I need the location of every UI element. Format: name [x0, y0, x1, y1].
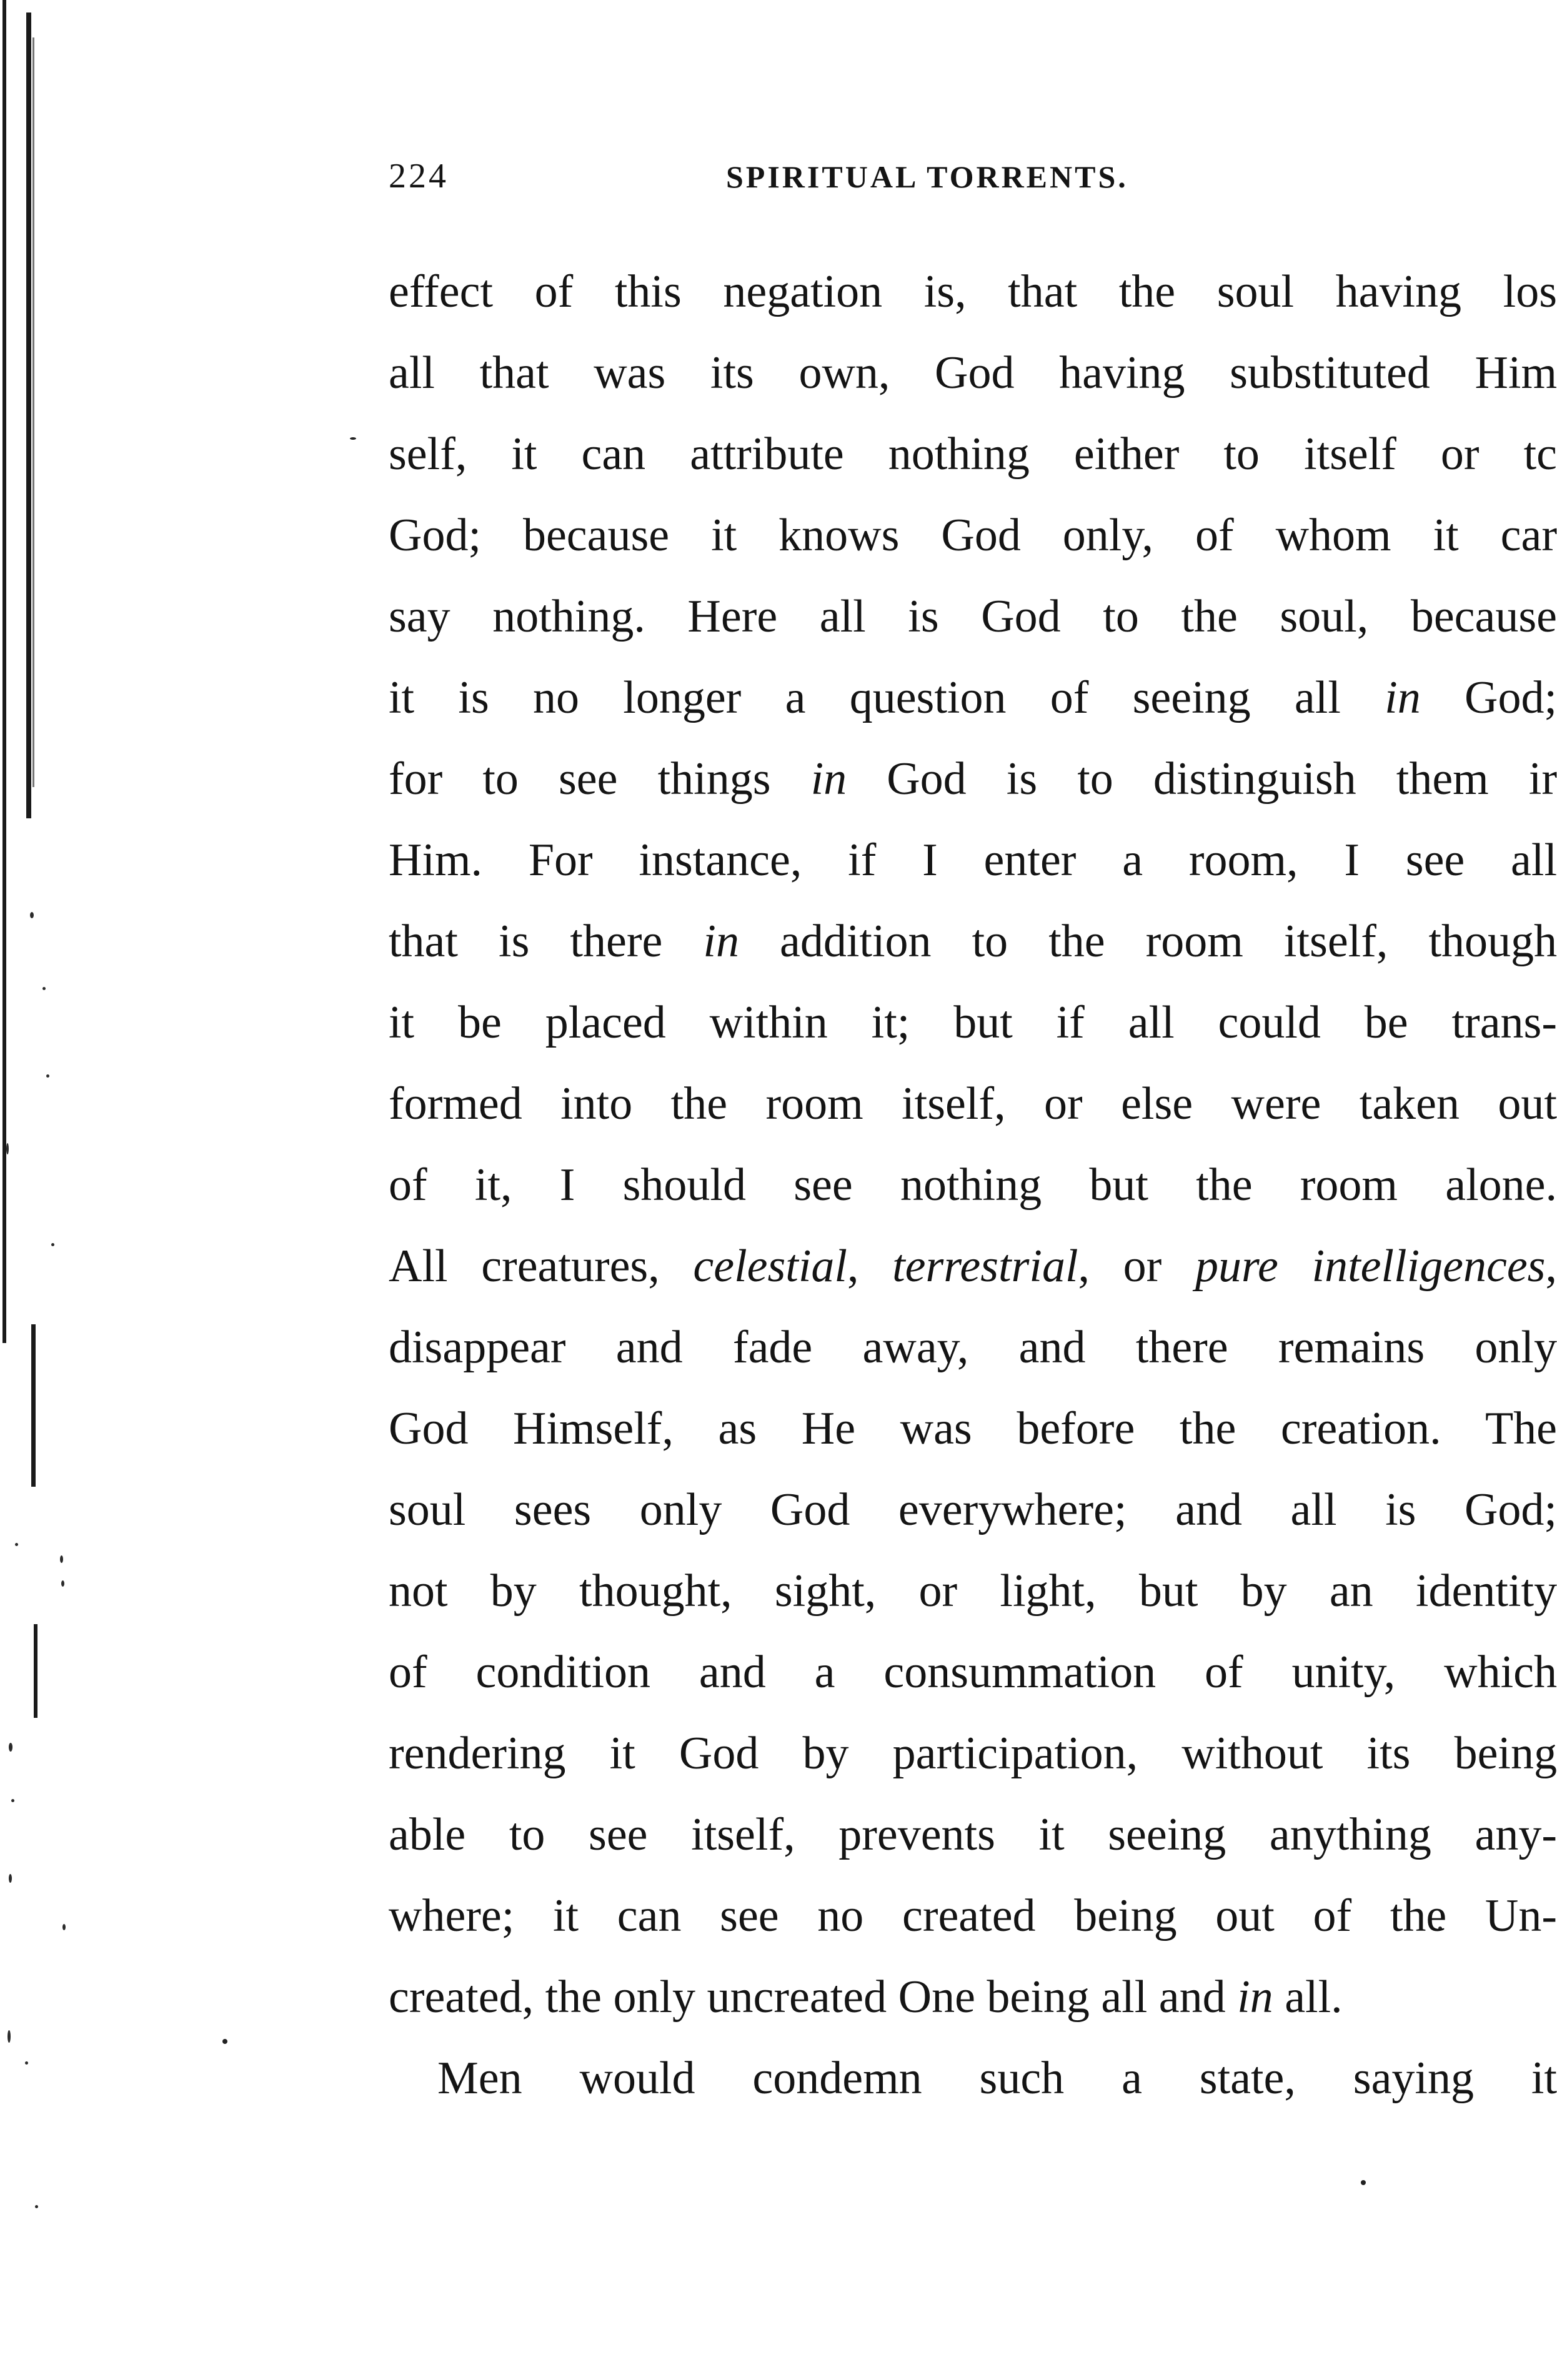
italic-word: in [1237, 1971, 1273, 2023]
scan-speck [42, 987, 46, 990]
text-line: for to see things in God is to distinguish them ir [389, 753, 1557, 805]
text-line: that is there in addition to the room itself, though [389, 916, 1557, 967]
text-line: disappear and fade away, and there remains only [389, 1322, 1557, 1373]
scan-speck [6, 1143, 9, 1154]
running-head: SPIRITUAL TORRENTS. [726, 159, 1128, 194]
scan-speck [350, 437, 356, 440]
text-line: self, it can attribute nothing either to itself or tc [389, 429, 1557, 480]
text-line: soul sees only God everywhere; and all is God; [389, 1484, 1557, 1535]
italic-word: in [1385, 672, 1421, 723]
italic-word: in [703, 916, 739, 967]
scan-speck [9, 1743, 12, 1752]
binding-line [31, 1324, 36, 1487]
text-line: not by thought, sight, or light, but by an identity [389, 1565, 1557, 1617]
text-line: effect of this negation is, that the soul having los [389, 266, 1557, 317]
italic-word: pure intelligences [1195, 1241, 1546, 1292]
text-line: rendering it God by participation, without its being [389, 1728, 1557, 1779]
page-binding-edge [0, 0, 75, 2380]
scan-speck [35, 2205, 38, 2208]
scan-speck [9, 1874, 12, 1883]
binding-line [32, 37, 34, 787]
text-line: able to see itself, prevents it seeing anything any- [389, 1809, 1557, 1860]
page-number: 224 [389, 157, 449, 196]
scan-speck [15, 1543, 18, 1546]
scan-speck [30, 912, 34, 918]
text-line: created, the only uncreated One being all and in all. [389, 1971, 1343, 2023]
page-header [389, 156, 1533, 206]
scan-speck [46, 1074, 49, 1078]
italic-word: in [810, 753, 847, 805]
text-line: Him. For instance, if I enter a room, I see all [389, 835, 1557, 886]
text-line: All creatures, celestial, terrestrial, or pure intelligences, [389, 1241, 1557, 1292]
text-line: formed into the room itself, or else were taken out [389, 1078, 1557, 1129]
binding-line [26, 12, 31, 818]
text-line: it is no longer a question of seeing all in God; [389, 672, 1557, 723]
scan-speck [1361, 2180, 1366, 2185]
text-line: God; because it knows God only, of whom it car [389, 510, 1557, 561]
italic-word: terrestrial [892, 1241, 1078, 1292]
text-line: it be placed within it; but if all could be trans- [389, 997, 1557, 1048]
scan-speck [222, 2039, 227, 2044]
scan-speck [62, 1924, 66, 1930]
binding-line [34, 1624, 37, 1718]
body-text [389, 251, 1557, 2119]
italic-word: celestial [693, 1241, 847, 1292]
scan-speck [11, 1799, 14, 1802]
binding-line [2, 0, 6, 1343]
text-line: of condition and a consummation of unity, which [389, 1647, 1557, 1698]
text-line: God Himself, as He was before the creation. The [389, 1403, 1557, 1454]
text-line: all that was its own, God having substituted Him [389, 347, 1557, 399]
text-line: say nothing. Here all is God to the soul, because [389, 591, 1557, 642]
text-line: of it, I should see nothing but the room alone. [389, 1159, 1557, 1211]
scan-speck [7, 2030, 11, 2043]
scan-speck [60, 1555, 63, 1563]
text-line: where; it can see no created being out of the Un- [389, 1890, 1557, 1941]
paragraph-start-line: Men would condemn such a state, saying it [437, 2053, 1557, 2104]
scan-speck [51, 1243, 54, 1246]
scan-speck [25, 2061, 28, 2065]
scan-speck [61, 1580, 64, 1587]
